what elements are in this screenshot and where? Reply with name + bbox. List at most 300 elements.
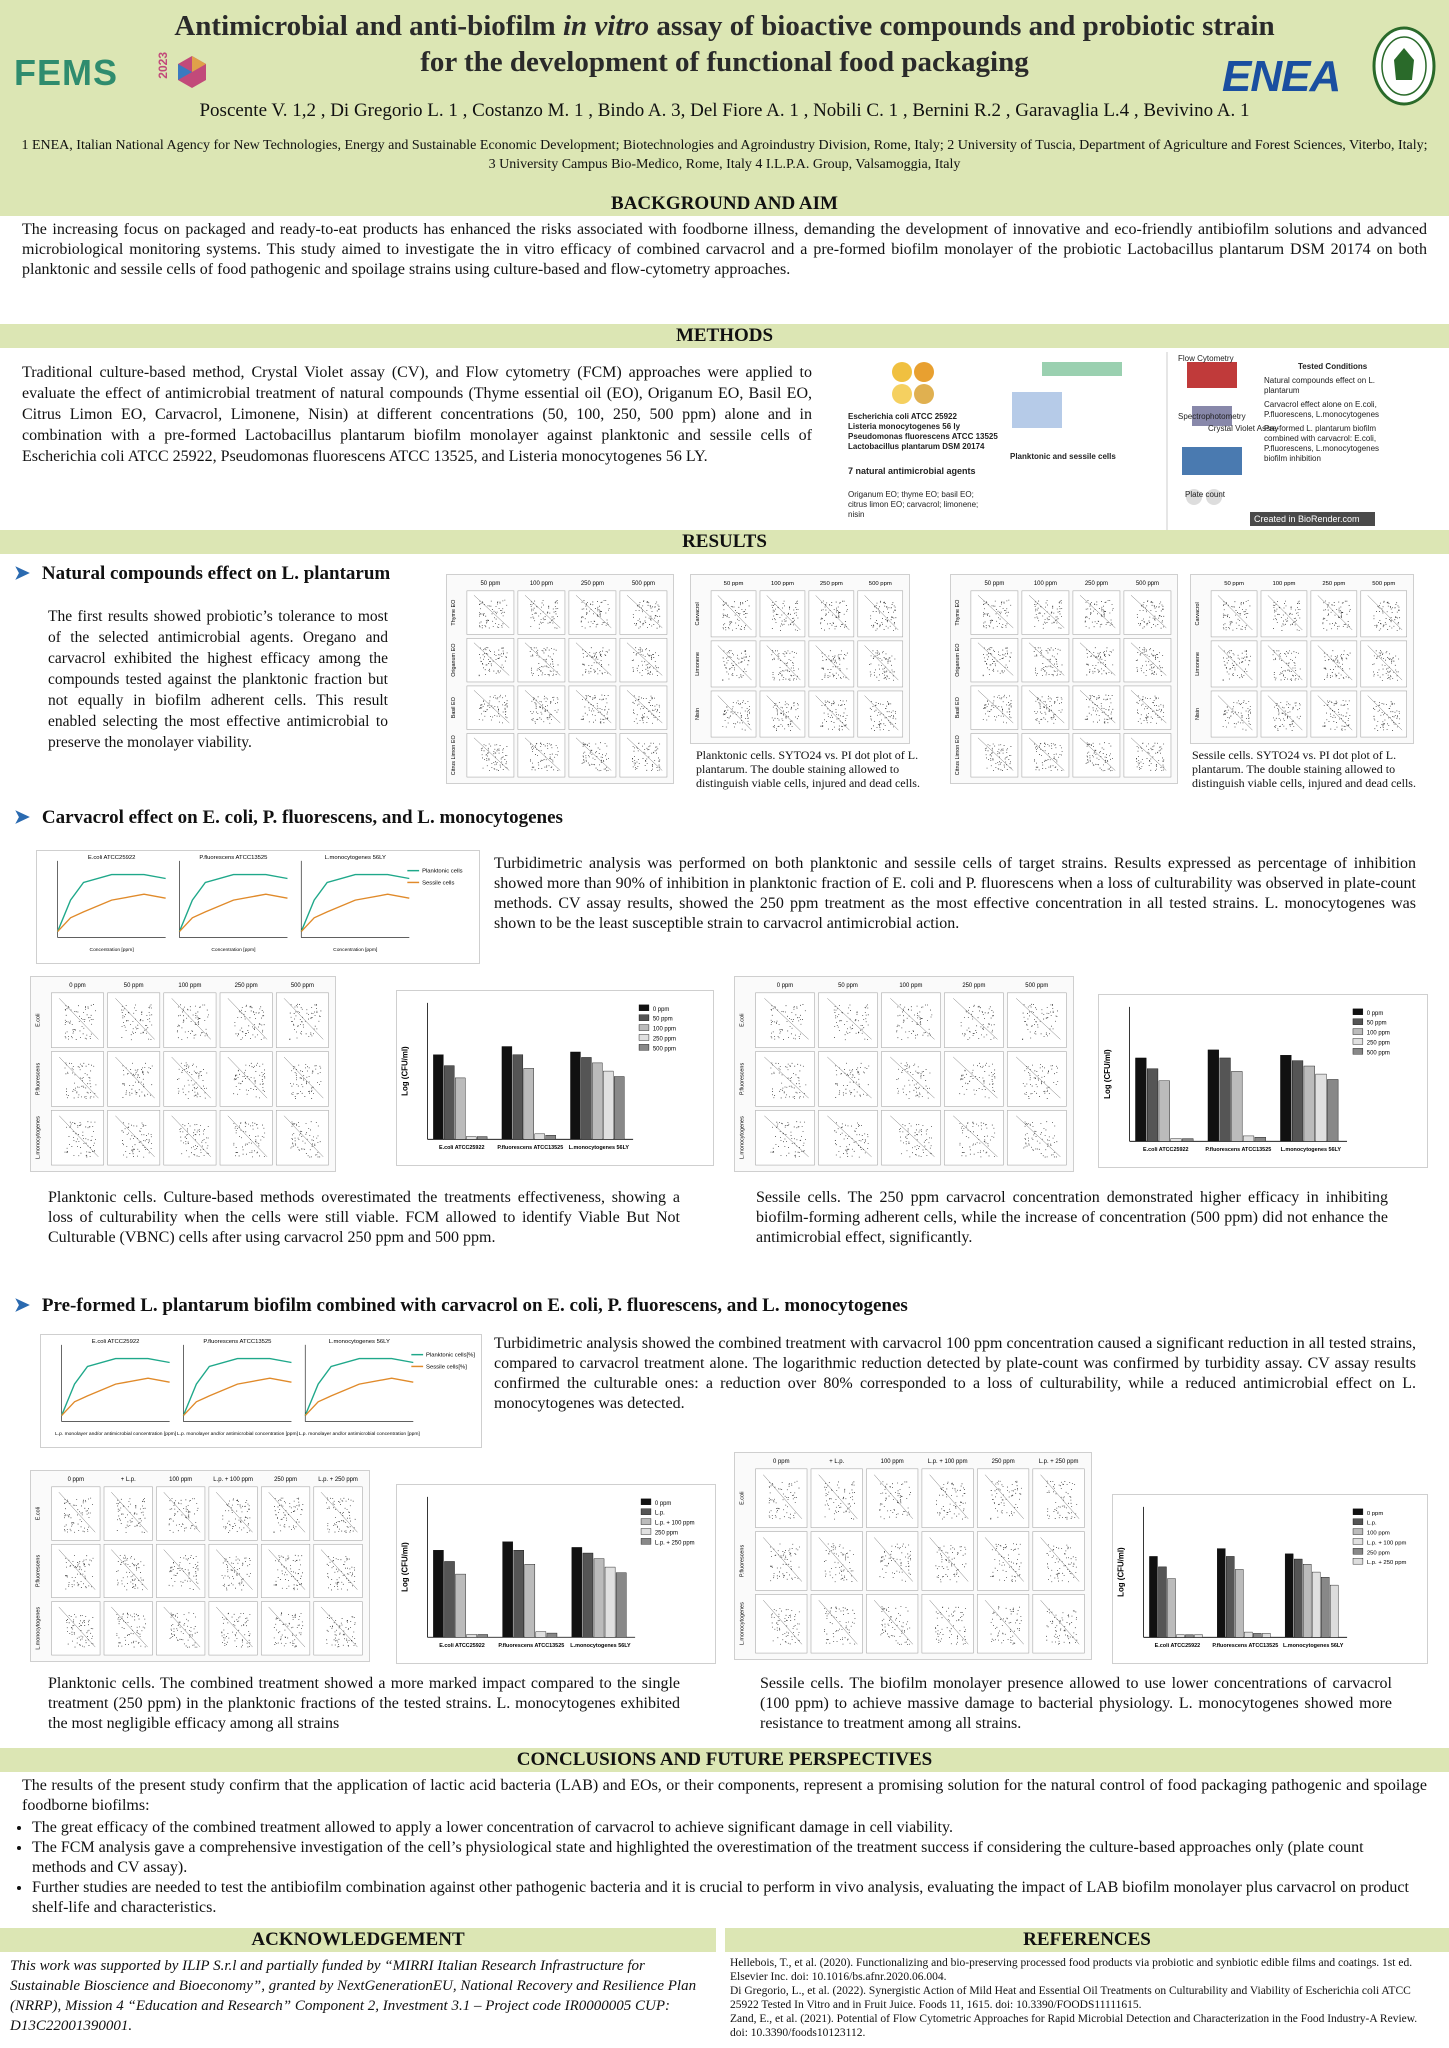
dotplot-panel xyxy=(1073,638,1120,682)
dotplot-panel xyxy=(1211,691,1257,737)
panel-title: E.coli ATCC25922 xyxy=(87,854,136,861)
dotplot-panel xyxy=(809,641,854,687)
dotplot-panel xyxy=(209,1487,257,1540)
legend-swatch xyxy=(1353,1029,1363,1035)
column-label: 50 ppm xyxy=(723,580,744,587)
turbidimetric-chart-carvacrol xyxy=(36,850,480,964)
column-label: 100 ppm xyxy=(899,982,923,989)
legend-swatch xyxy=(641,1499,651,1505)
column-label: + L.p. xyxy=(120,1476,136,1483)
dotplot-panel xyxy=(276,1110,328,1165)
bar xyxy=(514,1550,524,1637)
column-label: 50 ppm xyxy=(123,982,144,989)
dotplot-panel xyxy=(51,1110,103,1165)
bar xyxy=(1158,1567,1166,1637)
bar-chart-carvacrol-sessile xyxy=(1098,994,1428,1168)
column-label: 250 ppm xyxy=(1322,580,1346,587)
section-ack-title: ACKNOWLEDGEMENT xyxy=(0,1928,716,1952)
dotplot-panel xyxy=(881,1052,940,1107)
dotplot-panel xyxy=(1361,641,1407,687)
section-conclusions-title: CONCLUSIONS AND FUTURE PERSPECTIVES xyxy=(0,1748,1449,1772)
bar xyxy=(605,1567,615,1637)
biorender-credit: Created in BioRender.com xyxy=(1250,512,1375,526)
row-label: Citrus Limon EO xyxy=(451,735,458,776)
legend-label: 500 ppm xyxy=(652,1046,676,1053)
dotplot-panel xyxy=(276,1052,328,1107)
methods-text: Traditional culture-based method, Crystal Violet assay (CV), and Flow cytometry (FCM) approaches were applied to evaluate the effect of antimicrobial treatment of natural compounds (Thyme essential oil (EO), Origanum EO, Basil EO, Citrus Limon EO, Carvacrol, Limonene, Nisin) at different concentrations (50, 100, 250, 500 ppm) alone and in combination with a pre-formed Lactobacillus plantarum biofilm monolayer against planktonic and sessile cells of Escherichia coli ATCC 25922, Pseudomonas fluorescens ATCC 13525, and Listeria monocytogenes 56 LY. xyxy=(22,364,812,465)
x-tick-label: L.monocytogenes 56LY xyxy=(568,1145,630,1152)
x-axis-label: Concentration [ppm] xyxy=(211,948,256,954)
dotplot-panel xyxy=(756,1532,808,1591)
legend-swatch xyxy=(639,1015,649,1021)
bar xyxy=(1171,1139,1182,1142)
dotplot-panel xyxy=(760,691,805,737)
bar xyxy=(614,1077,624,1140)
dotplot-panel xyxy=(977,1594,1029,1653)
bar xyxy=(1208,1050,1219,1141)
legend-label: 0 ppm xyxy=(1366,1510,1384,1517)
legend-swatch xyxy=(641,1509,651,1515)
bar xyxy=(1292,1061,1303,1142)
column-label: 100 ppm xyxy=(1033,580,1057,587)
row-label: Origanum EO xyxy=(451,643,458,677)
bar xyxy=(478,1634,488,1637)
dotplot-panel xyxy=(1073,733,1120,777)
column-label: 0 ppm xyxy=(69,982,86,989)
column-label: 250 ppm xyxy=(962,982,986,989)
methods-cv: Crystal Violet Assay xyxy=(1208,424,1279,433)
dotplot-panel xyxy=(1033,1469,1085,1528)
results-text-1: The first results showed probiotic’s tolerance to most of the selected antimicrobial agents. Oregano and carvacrol exhibited the highest efficacy among the compounds tested against the planktonic fraction but not equally in biofilm adherent cells. This result enabled selecting the most effective antimicrobial to preserve the monolayer viability. xyxy=(48,608,388,751)
bar xyxy=(1253,1633,1261,1637)
bar xyxy=(1135,1058,1146,1141)
methods-agents: 7 natural antimicrobial agents xyxy=(848,466,976,476)
bar xyxy=(1316,1074,1327,1141)
dotplot-panel xyxy=(1007,1110,1066,1165)
bar xyxy=(1220,1058,1231,1141)
column-label: 500 ppm xyxy=(1025,982,1049,989)
column-label: 500 ppm xyxy=(1372,580,1396,587)
dotplot-panel xyxy=(1261,691,1307,737)
flow-plots-planktonic-other xyxy=(690,574,910,744)
flow-plots-carvacrol-planktonic xyxy=(30,976,336,1172)
column-label: 50 ppm xyxy=(480,580,501,587)
column-label: 250 ppm xyxy=(234,982,258,989)
legend-swatch xyxy=(1353,1538,1363,1544)
dotplot-panel xyxy=(1022,591,1069,635)
dotplot-panel xyxy=(51,993,103,1048)
legend-label: 250 ppm xyxy=(1366,1550,1390,1557)
caption-sessile-lp: Sessile cells. SYTO24 vs. PI dot plot of L. plantarum. The double staining allowed to distinguish viable cells, injured and dead cells. xyxy=(1192,748,1416,790)
bar xyxy=(1159,1081,1170,1141)
dotplot-panel xyxy=(569,733,616,777)
bar xyxy=(1226,1556,1234,1637)
x-tick-label: P.fluorescens ATCC13525 xyxy=(1205,1147,1272,1154)
results-text-2: Turbidimetric analysis was performed on both planktonic and sessile cells of target strains. Results expressed as percentage of inhibition showed more than 90% of inhibition in planktonic fraction of E. coli and P. fluorescens when a loss of culturability was observed in plate-count methods. CV assay results, showed the 250 ppm treatment as the most effective concentration in all tested strains. L. monocytogenes was shown to be the least susceptible strain to carvacrol antimicrobial action. xyxy=(494,855,1416,932)
dotplot-panel xyxy=(108,1052,160,1107)
planktonic-series xyxy=(62,1359,170,1416)
dotplot-panel xyxy=(108,993,160,1048)
x-axis-label: L.p. monolayer and/or antimicrobial concentration [ppm] xyxy=(55,1432,177,1438)
bar xyxy=(594,1559,604,1638)
dotplot-panel xyxy=(1211,591,1257,637)
bar xyxy=(1304,1066,1315,1141)
row-label: L.monocytogenes xyxy=(35,1606,42,1650)
list-item: • The great efficacy of the combined treatment allowed to apply a lower concentration of carvacrol to achieve significant damage in cell viability. xyxy=(32,1818,1410,1838)
affiliations: 1 ENEA, Italian National Agency for New Technologies, Energy and Sustainable Economic Development; Biotechnologies and Agroindustry Division, Rome, Italy; 2 University of Tuscia, Department of Agriculture and Forest Sciences, Viterbo, Italy; 3 University Campus Bio-Medico, Rome, Italy 4 I.L.P.A. Group, Valsamoggia, Italy xyxy=(21,138,1428,172)
caption-carvacrol-planktonic: Planktonic cells. Culture-based methods overestimated the treatments effectiveness, showing a loss of culturability when the cells were still viable. FCM allowed to identify Viable But Not Culturable (VBNC) cells after using carvacrol 250 ppm and 500 ppm. xyxy=(48,1189,680,1246)
column-label: L.p. + 100 ppm xyxy=(213,1476,253,1483)
column-label: L.p. + 250 ppm xyxy=(1038,1458,1079,1465)
bar xyxy=(536,1632,546,1638)
bar xyxy=(466,1137,476,1140)
x-tick-label: P.fluorescens ATCC13525 xyxy=(498,1643,565,1650)
dotplot-panel xyxy=(518,591,565,635)
dotplot-panel xyxy=(156,1544,204,1597)
column-label: 0 ppm xyxy=(773,1458,790,1465)
column-label: L.p. + 250 ppm xyxy=(318,1476,358,1483)
panel-title: L.monocytogenes 56LY xyxy=(328,1338,390,1345)
column-label: 500 ppm xyxy=(631,580,656,587)
sessile-series xyxy=(58,894,166,931)
legend-label: 0 ppm xyxy=(652,1006,670,1013)
legend-label: Sessile cells[%] xyxy=(426,1364,467,1371)
row-label: Limonene xyxy=(695,652,702,676)
row-label: L.monocytogenes xyxy=(739,1602,746,1646)
dotplot-panel xyxy=(1007,1052,1066,1107)
bar xyxy=(455,1078,465,1139)
bar xyxy=(524,1068,534,1139)
dotplot-panel xyxy=(811,1532,863,1591)
x-tick-label: E.coli ATCC25922 xyxy=(1154,1643,1201,1650)
legend-swatch xyxy=(639,1025,649,1031)
dotplot-panel xyxy=(866,1532,918,1591)
bar xyxy=(1194,1635,1202,1638)
dotplot-panel xyxy=(467,591,514,635)
methods-spectro: Spectrophotometry xyxy=(1178,412,1246,421)
dotplot-panel xyxy=(881,993,940,1048)
legend-label: Planktonic cells xyxy=(422,868,463,875)
dotplot-panel xyxy=(467,638,514,682)
bar xyxy=(1243,1136,1254,1141)
dotplot-panel xyxy=(760,591,805,637)
dotplot-panel xyxy=(220,993,272,1048)
bar xyxy=(1217,1549,1225,1638)
legend-swatch xyxy=(1353,1529,1363,1535)
row-label: E.coli xyxy=(739,1013,746,1027)
dotplot-panel xyxy=(1261,641,1307,687)
column-label: 100 ppm xyxy=(770,580,794,587)
dotplot-panel xyxy=(971,638,1018,682)
legend-label: L.p. xyxy=(1366,1520,1377,1527)
dotplot-panel xyxy=(104,1544,152,1597)
legend-swatch xyxy=(1353,1019,1363,1025)
dotplot-panel xyxy=(922,1532,974,1591)
dotplot-panel xyxy=(1033,1532,1085,1591)
methods-cells: Planktonic and sessile cells xyxy=(1010,452,1116,461)
enea-logo: ENEA xyxy=(1222,52,1341,101)
bar xyxy=(572,1547,582,1637)
dotplot-panel xyxy=(818,1052,877,1107)
legend-label: 50 ppm xyxy=(1366,1020,1387,1027)
row-label: Nisin xyxy=(695,707,702,721)
column-label: 250 ppm xyxy=(991,1458,1015,1465)
legend-label: 250 ppm xyxy=(1366,1040,1390,1047)
y-axis-label: Log (CFU/ml) xyxy=(400,1046,410,1096)
planktonic-series xyxy=(58,875,166,932)
flow-plots-combined-planktonic xyxy=(30,1470,370,1662)
list-item: • The FCM analysis gave a comprehensive investigation of the cell’s physiological state and highlighted the overestimation of the treatment success if considering the culture-based approaches only (plate count methods and CV assay). xyxy=(32,1838,1410,1878)
legend-label: L.p. + 250 ppm xyxy=(654,1540,695,1547)
row-label: E.coli xyxy=(35,1506,42,1521)
dotplot-panel xyxy=(1361,591,1407,637)
conclusions-intro: The results of the present study confirm that the application of lactic acid bacteria (LAB) and EOs, or their components, represent a promising solution for the natural control of food packaging pathogenic and spoilage foodborne biofilms: xyxy=(22,1777,1427,1814)
dotplot-panel xyxy=(1311,691,1357,737)
bar xyxy=(1147,1069,1158,1142)
bar xyxy=(592,1063,602,1139)
bar xyxy=(546,1135,556,1139)
legend-label: Planktonic cells[%] xyxy=(426,1352,476,1359)
legend-swatch xyxy=(1353,1548,1363,1554)
dotplot-grid xyxy=(1191,575,1413,743)
bar-chart-combined-sessile xyxy=(1112,1494,1428,1664)
row-label: Citrus Limon EO xyxy=(955,735,962,776)
dotplot-panel xyxy=(51,1052,103,1107)
bar xyxy=(1176,1635,1184,1638)
dotplot-panel xyxy=(620,591,667,635)
row-label: P.fluorescens xyxy=(35,1062,42,1096)
row-label: Carvacrol xyxy=(695,602,702,626)
legend-swatch xyxy=(641,1529,651,1535)
dotplot-grid xyxy=(691,575,909,743)
bar xyxy=(444,1066,454,1140)
bar xyxy=(1185,1635,1193,1638)
methods-plate: Plate count xyxy=(1185,490,1226,499)
dotplot-panel xyxy=(1124,638,1171,682)
reference-item: Zand, E., et al. (2021). Potential of Flow Cytometric Approaches for Rapid Microbial Detection and Characterization in the Food Industry-A Review. doi: 10.3390/foods10123112. xyxy=(730,2013,1418,2039)
background-text: The increasing focus on packaged and ready-to-eat products has enhanced the risks associated with foodborne illness, demanding the development of innovative and eco-friendly antibiofilm solutions and advanced microbiological monitoring systems. This study aimed to investigate the in vitro efficacy of combined carvacrol and a pre-formed biofilm monolayer of the probiotic Lactobacillus plantarum DSM 20174 on both planktonic and sessile cells of food pathogenic and spoilage strains using culture-based and flow-cytometry approaches. xyxy=(22,221,1427,278)
dotplot-panel xyxy=(261,1487,309,1540)
bar xyxy=(477,1137,487,1140)
dotplot-panel xyxy=(314,1487,362,1540)
dotplot-panel xyxy=(809,691,854,737)
x-tick-label: L.monocytogenes 56LY xyxy=(570,1643,631,1650)
results-subheading-3: ➤ Pre-formed L. plantarum biofilm combined with carvacrol on E. coli, P. fluorescens, and L. monocytogenes xyxy=(14,1295,908,1316)
caption-carvacrol-sessile: Sessile cells. The 250 ppm carvacrol concentration demonstrated higher efficacy in inhibiting biofilm-forming adherent cells, while the increase of concentration (500 ppm) did not enhance the antimicrobial effect, significantly. xyxy=(756,1189,1388,1246)
bar xyxy=(467,1634,477,1637)
legend-swatch xyxy=(1353,1558,1363,1564)
legend-swatch xyxy=(641,1519,651,1525)
column-label: L.p. + 100 ppm xyxy=(927,1458,968,1465)
dotplot-panel xyxy=(858,591,903,637)
y-axis-label: Log (CFU/ml) xyxy=(1116,1547,1126,1597)
dotplot-panel xyxy=(971,591,1018,635)
planktonic-series xyxy=(179,875,287,932)
bar xyxy=(1280,1055,1291,1141)
dotplot-panel xyxy=(977,1469,1029,1528)
bar xyxy=(581,1057,591,1139)
dotplot-panel xyxy=(209,1602,257,1655)
bar xyxy=(503,1542,513,1637)
panel-title: E.coli ATCC25922 xyxy=(91,1338,140,1345)
dotplot-panel xyxy=(818,993,877,1048)
dotplot-panel xyxy=(858,641,903,687)
dotplot-panel xyxy=(1124,733,1171,777)
row-label: P.fluorescens xyxy=(739,1544,746,1578)
sessile-series xyxy=(301,894,409,931)
dotplot-panel xyxy=(818,1110,877,1165)
methods-flow: Flow Cytometry xyxy=(1178,354,1234,363)
caption-planktonic-lp: Planktonic cells. SYTO24 vs. PI dot plot of L. plantarum. The double staining allowed to distinguish viable cells, injured and dead cells. xyxy=(696,748,920,790)
column-label: 250 ppm xyxy=(274,1476,298,1483)
bar xyxy=(1167,1579,1175,1638)
legend-label: L.p. + 100 ppm xyxy=(654,1520,695,1527)
row-label: E.coli xyxy=(35,1013,42,1027)
reference-item: Di Gregorio, L., et al. (2022). Synergistic Action of Mild Heat and Essential Oil Treatments on Culturability and Viability of Escherichia coli ATCC 25922 Tested In Vitro and in Fruit Juice. Foods 11, 1615. doi: 10.3390/FOODS11111615. xyxy=(730,1985,1411,2011)
section-background-title: BACKGROUND AND AIM xyxy=(0,192,1449,216)
legend-swatch xyxy=(1353,1048,1363,1054)
legend-label: 100 ppm xyxy=(1366,1030,1390,1037)
x-axis-label: L.p. monolayer and/or antimicrobial concentration [ppm] xyxy=(176,1432,298,1438)
dotplot-panel xyxy=(467,686,514,730)
dotplot-panel xyxy=(164,993,216,1048)
bar xyxy=(1231,1071,1242,1141)
legend-swatch xyxy=(641,1538,651,1544)
results-text-3: Turbidimetric analysis showed the combined treatment with carvacrol 100 ppm concentration caused a significant reduction in all tested strains, compared to carvacrol treatment alone. The logarithmic reduction detected by plate-count was confirmed by turbidity assay. CV assay results confirmed the culturable ones: a reduction over 80% corresponded to a loss of culturability, while a reduced antimicrobial effect on L. monocytogenes was detected. xyxy=(494,1335,1416,1412)
x-tick-label: P.fluorescens ATCC13525 xyxy=(497,1145,564,1152)
legend-label: 0 ppm xyxy=(654,1500,672,1507)
caption-combined-planktonic: Planktonic cells. The combined treatment showed a more marked impact compared to the single treatment (250 ppm) in the planktonic fractions of the tested strains. L. monocytogenes exhibited the most negligible efficacy among all strains xyxy=(48,1675,680,1732)
row-label: Carvacrol xyxy=(1195,602,1202,626)
planktonic-series xyxy=(183,1359,291,1416)
results-subheading-2: ➤ Carvacrol effect on E. coli, P. fluorescens, and L. monocytogenes xyxy=(14,807,563,828)
column-label: 0 ppm xyxy=(67,1476,85,1483)
row-label: L.monocytogenes xyxy=(35,1116,42,1160)
poster-title: Antimicrobial and anti-biofilm in vitro assay of bioactive compounds and probiotic strain for the development of functional food packaging xyxy=(174,10,1275,78)
x-axis-label: Concentration [ppm] xyxy=(89,948,134,954)
dotplot-panel xyxy=(209,1544,257,1597)
dotplot-panel xyxy=(711,591,756,637)
legend-swatch xyxy=(1353,1519,1363,1525)
bar-chart-combined-planktonic xyxy=(396,1484,716,1664)
panel-title: P.fluorescens ATCC13525 xyxy=(199,854,268,861)
dotplot-panel xyxy=(156,1602,204,1655)
bar xyxy=(1244,1632,1252,1637)
column-label: + L.p. xyxy=(829,1458,845,1465)
bar xyxy=(1262,1633,1270,1637)
bar xyxy=(570,1052,580,1139)
dotplot-panel xyxy=(1073,686,1120,730)
dotplot-panel xyxy=(1124,591,1171,635)
references-list xyxy=(730,1956,1430,2040)
bar xyxy=(1321,1577,1329,1637)
bar xyxy=(1285,1554,1293,1637)
dotplot-panel xyxy=(108,1110,160,1165)
legend-label: 250 ppm xyxy=(654,1530,678,1537)
legend-label: 50 ppm xyxy=(652,1016,673,1023)
x-axis-label: Concentration [ppm] xyxy=(333,948,378,954)
bar xyxy=(525,1564,535,1637)
methods-strain-list: Escherichia coli ATCC 25922 Listeria monocytogenes 56 ly Pseudomonas fluorescens ATCC 13525 Lactobacillus plantarum DSM 20174 xyxy=(848,412,998,451)
row-label: Thyme EO xyxy=(955,599,962,626)
dotplot-panel xyxy=(52,1487,100,1540)
column-label: 500 ppm xyxy=(868,580,892,587)
section-refs-title: REFERENCES xyxy=(725,1928,1449,1952)
dotplot-panel xyxy=(156,1487,204,1540)
x-tick-label: L.monocytogenes 56LY xyxy=(1282,1643,1344,1650)
dotplot-panel xyxy=(52,1544,100,1597)
row-label: E.coli xyxy=(739,1491,746,1505)
dotplot-panel xyxy=(944,993,1003,1048)
column-label: 50 ppm xyxy=(1224,580,1244,587)
row-label: P.fluorescens xyxy=(739,1062,746,1096)
legend-label: 0 ppm xyxy=(1366,1010,1384,1017)
dotplot-panel xyxy=(569,638,616,682)
sessile-series xyxy=(305,1378,413,1415)
bar xyxy=(1303,1564,1311,1637)
panel-title: P.fluorescens ATCC13525 xyxy=(203,1338,272,1345)
arrow-icon: ➤ xyxy=(14,807,30,828)
x-tick-label: E.coli ATCC25922 xyxy=(438,1145,485,1152)
dotplot-panel xyxy=(164,1052,216,1107)
row-label: Thyme EO xyxy=(451,599,458,626)
dotplot-panel xyxy=(220,1052,272,1107)
dotplot-panel xyxy=(1007,993,1066,1048)
planktonic-series xyxy=(305,1359,413,1416)
bar xyxy=(433,1055,443,1140)
dotplot-panel xyxy=(261,1544,309,1597)
column-label: 0 ppm xyxy=(776,982,794,989)
bar xyxy=(513,1055,523,1140)
row-label: Nisin xyxy=(1195,707,1202,721)
legend-label: L.p. + 250 ppm xyxy=(1366,1560,1407,1567)
dotplot-panel xyxy=(1311,591,1357,637)
methods-agents-list: Origanum EO; thyme EO; basil EO; citrus limon EO; carvacrol; limonene; nisin xyxy=(848,490,979,519)
column-label: 100 ppm xyxy=(1272,580,1296,587)
planktonic-series xyxy=(301,875,409,932)
dotplot-panel xyxy=(756,1469,808,1528)
dotplot-panel xyxy=(756,1110,815,1165)
dotplot-panel xyxy=(569,591,616,635)
arrow-icon: ➤ xyxy=(14,563,30,584)
section-results-title: RESULTS xyxy=(0,530,1449,554)
legend-swatch xyxy=(639,1044,649,1050)
dotplot-panel xyxy=(1261,591,1307,637)
dotplot-panel xyxy=(809,591,854,637)
flow-plots-planktonic-eo xyxy=(446,574,674,784)
x-tick-label: E.coli ATCC25922 xyxy=(439,1643,485,1650)
bar xyxy=(583,1553,593,1637)
dotplot-panel xyxy=(1022,638,1069,682)
methods-conditions: Natural compounds effect on L. plantarum Carvacrol effect alone on E.coli, P.fluorescens, L.monocytogenes Pre-formed L. plantarum biofilm combined with carvacrol: E.coli, P.fluorescens, L.monocytogenes biofilm inhibition xyxy=(1264,376,1380,463)
flow-plots-sessile-other xyxy=(1190,574,1414,744)
dotplot-panel xyxy=(711,691,756,737)
dotplot-panel xyxy=(518,638,565,682)
bar xyxy=(1312,1572,1320,1637)
legend-label: L.p. + 100 ppm xyxy=(1366,1540,1407,1547)
bar xyxy=(456,1574,466,1637)
x-axis-label: L.p. monolayer and/or antimicrobial concentration [ppm] xyxy=(298,1432,420,1438)
dotplot-panel xyxy=(620,638,667,682)
sessile-series xyxy=(62,1378,170,1415)
column-label: 250 ppm xyxy=(819,580,843,587)
dotplot-grid xyxy=(447,575,673,783)
reference-item: Hellebois, T., et al. (2020). Functionalizing and bio-preserving processed food products via probiotic and synbiotic edible films and coatings. 1st ed. Elsevier Inc. doi: 10.1016/bs.afnr.2020.06.004. xyxy=(730,1957,1413,1983)
column-label: 100 ppm xyxy=(880,1458,904,1465)
column-label: 500 ppm xyxy=(290,982,314,989)
bar xyxy=(603,1071,613,1139)
column-label: 500 ppm xyxy=(1135,580,1160,587)
